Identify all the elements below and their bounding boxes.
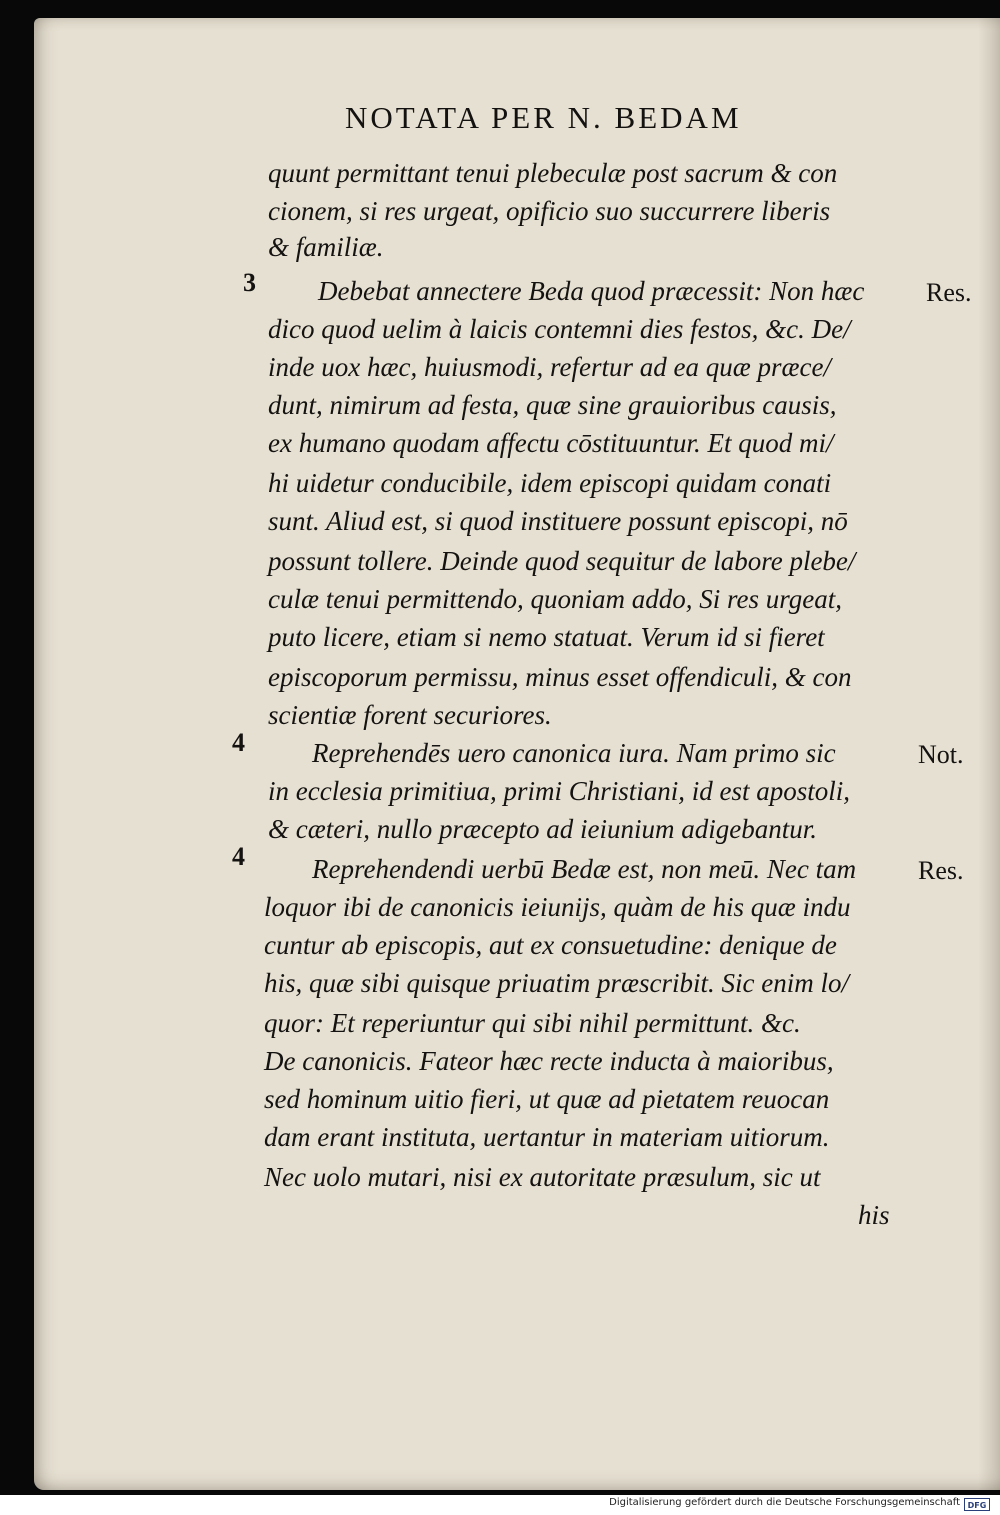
footer-bar <box>0 1495 1000 1515</box>
text-line-16: Reprehendēs uero canonica iura. Nam primo sic <box>312 738 836 768</box>
margin-note-2: Not. <box>918 740 964 769</box>
text-line-13: puto licere, etiam si nemo statuat. Verum id si fieret <box>268 622 825 652</box>
text-line-24: De canonicis. Fateor hæc recte inducta à maioribus, <box>264 1046 834 1076</box>
text-line-19: Reprehendendi uerbū Bedæ est, non meū. Nec tam <box>312 854 857 884</box>
text-line-1: quunt permittant tenui plebeculæ post sacrum & con <box>268 158 838 188</box>
text-line-14: episcoporum permissu, minus esset offendiculi, & con <box>268 662 852 692</box>
text-line-27: Nec uolo mutari, nisi ex autoritate præsulum, sic ut <box>264 1162 821 1192</box>
text-line-17: in ecclesia primitiua, primi Christiani, id est apostoli, <box>268 776 851 806</box>
margin-number-2: 4 <box>232 728 245 757</box>
text-line-25: sed hominum uitio fieri, ut quæ ad pietatem reuocan <box>264 1084 830 1114</box>
margin-note-3: Res. <box>918 856 964 885</box>
text-line-3: & familiæ. <box>268 232 384 262</box>
text-line-21: cuntur ab episcopis, aut ex consuetudine: denique de <box>264 930 837 960</box>
catchword: his <box>858 1200 890 1230</box>
margin-number-1: 3 <box>243 268 256 297</box>
text-line-23: quor: Et reperiuntur qui sibi nihil permittunt. &c. <box>264 1008 801 1038</box>
running-title: NOTATA PER N. BEDAM <box>345 100 742 135</box>
text-line-22: his, quæ sibi quisque priuatim præscribit. Sic enim lo/ <box>264 968 850 998</box>
text-line-8: ex humano quodam affectu cōstituuntur. Et quod mi/ <box>268 428 834 458</box>
text-line-12: culæ tenui permittendo, quoniam addo, Si res urgeat, <box>268 584 842 614</box>
text-line-18: & cæteri, nullo præcepto ad ieiunium adigebantur. <box>268 814 817 844</box>
text-line-20: loquor ibi de canonicis ieiunijs, quàm de his quæ indu <box>264 892 851 922</box>
text-line-5: dico quod uelim à laicis contemni dies festos, &c. De/ <box>268 314 851 344</box>
text-line-11: possunt tollere. Deinde quod sequitur de labore plebe/ <box>268 546 856 576</box>
text-line-15: scientiæ forent securiores. <box>268 700 552 730</box>
dfg-logo-icon: DFG <box>964 1498 990 1511</box>
text-line-7: dunt, nimirum ad festa, quæ sine grauioribus causis, <box>268 390 837 420</box>
text-line-2: cionem, si res urgeat, opificio suo succurrere liberis <box>268 196 831 226</box>
margin-note-1: Res. <box>926 278 972 307</box>
text-line-10: sunt. Aliud est, si quod instituere possunt episcopi, nō <box>268 506 848 536</box>
margin-number-3: 4 <box>232 842 245 871</box>
footer-credit: Digitalisierung gefördert durch die Deutsche Forschungsgemeinschaft <box>609 1497 960 1508</box>
text-line-6: inde uox hæc, huiusmodi, refertur ad ea quæ præce/ <box>268 352 831 382</box>
text-line-26: dam erant instituta, uertantur in materiam uitiorum. <box>264 1122 830 1152</box>
text-line-9: hi uidetur conducibile, idem episcopi quidam conati <box>268 468 832 498</box>
text-line-4: Debebat annectere Beda quod præcessit: Non hæc <box>318 276 865 306</box>
